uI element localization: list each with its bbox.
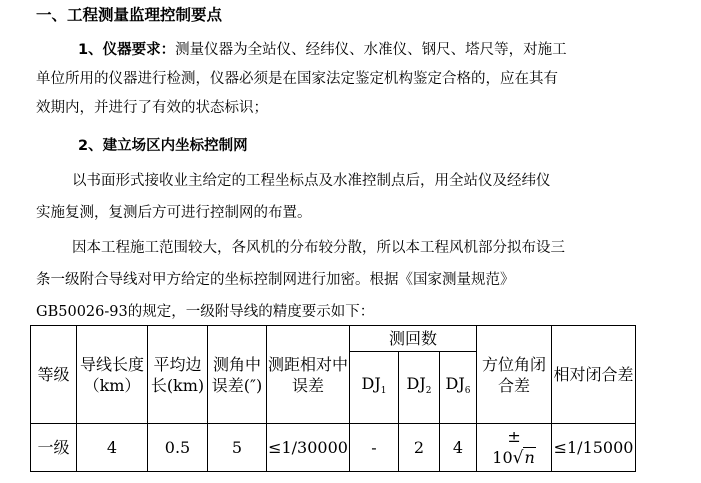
- header-avg-side: 平均边长(km): [148, 326, 208, 424]
- cell-dist-error: ≤1/30000: [267, 424, 350, 472]
- item1-line1-text: 测量仪器为全站仪、经纬仪、水准仪、钢尺、塔尺等，对施工: [175, 42, 567, 58]
- item1-line2: 单位所用的仪器进行检测，仪器必须是在国家法定鉴定机构鉴定合格的，应在其有: [36, 71, 558, 87]
- item2-para2-line2: 条一级附合导线对甲方给定的坐标控制网进行加密。根据《国家测量规范》: [36, 272, 515, 288]
- azimuth-coef: 10: [492, 448, 513, 467]
- cell-rel-closure: ≤1/15000: [552, 424, 636, 472]
- item2-para1-line1: 以书面形式接收业主给定的工程坐标点及水准控制点后，用全站仪及经纬仪: [72, 173, 551, 189]
- cell-dj2: 2: [399, 424, 440, 472]
- section-heading: 一、工程测量监理控制要点: [36, 6, 223, 24]
- header-length: 导线长度（km）: [77, 326, 148, 424]
- item2-para1-line2: 实施复测，复测后方可进行控制网的布置。: [36, 205, 312, 221]
- header-dist-error: 测距相对中误差: [267, 326, 350, 424]
- header-dj1: $DJ_1$: [350, 352, 399, 424]
- cell-avg-side: 0.5: [148, 424, 208, 472]
- header-azimuth: 方位角闭合差: [477, 326, 552, 424]
- cell-dj1: -: [350, 424, 399, 472]
- header-dj2: $DJ_2$: [399, 352, 440, 424]
- item2-para2-line3: GB50026-93的规定，一级附导线的精度要示如下：: [36, 304, 375, 320]
- cell-length: 4: [77, 424, 148, 472]
- header-grade: 等级: [31, 326, 77, 424]
- item2-para2-line1: 因本工程施工范围较大，各风机的分布较分散，所以本工程风机部分拟布设三: [72, 240, 565, 256]
- header-angle-error: 测角中误差(″): [208, 326, 267, 424]
- item2-title: 2、建立场区内坐标控制网: [78, 138, 248, 154]
- header-dj6: $DJ_6$: [440, 352, 477, 424]
- item1-title: 1、仪器要求：: [78, 42, 176, 58]
- cell-angle-error: 5: [208, 424, 267, 472]
- header-rounds: 测回数: [350, 326, 477, 352]
- header-rel-closure: 相对闭合差: [552, 326, 636, 424]
- azimuth-pm: ±: [507, 427, 521, 446]
- cell-azimuth: [477, 424, 552, 472]
- azimuth-formula: 10√n: [492, 448, 535, 468]
- item1-line1: [78, 41, 567, 59]
- item1-line3: 效期内，并进行了有效的状态标识；: [36, 100, 268, 116]
- cell-dj6: 4: [440, 424, 477, 472]
- table-row: [31, 424, 636, 472]
- cell-grade: 一级: [31, 424, 77, 472]
- azimuth-var: n: [524, 448, 535, 467]
- precision-table: [30, 325, 636, 472]
